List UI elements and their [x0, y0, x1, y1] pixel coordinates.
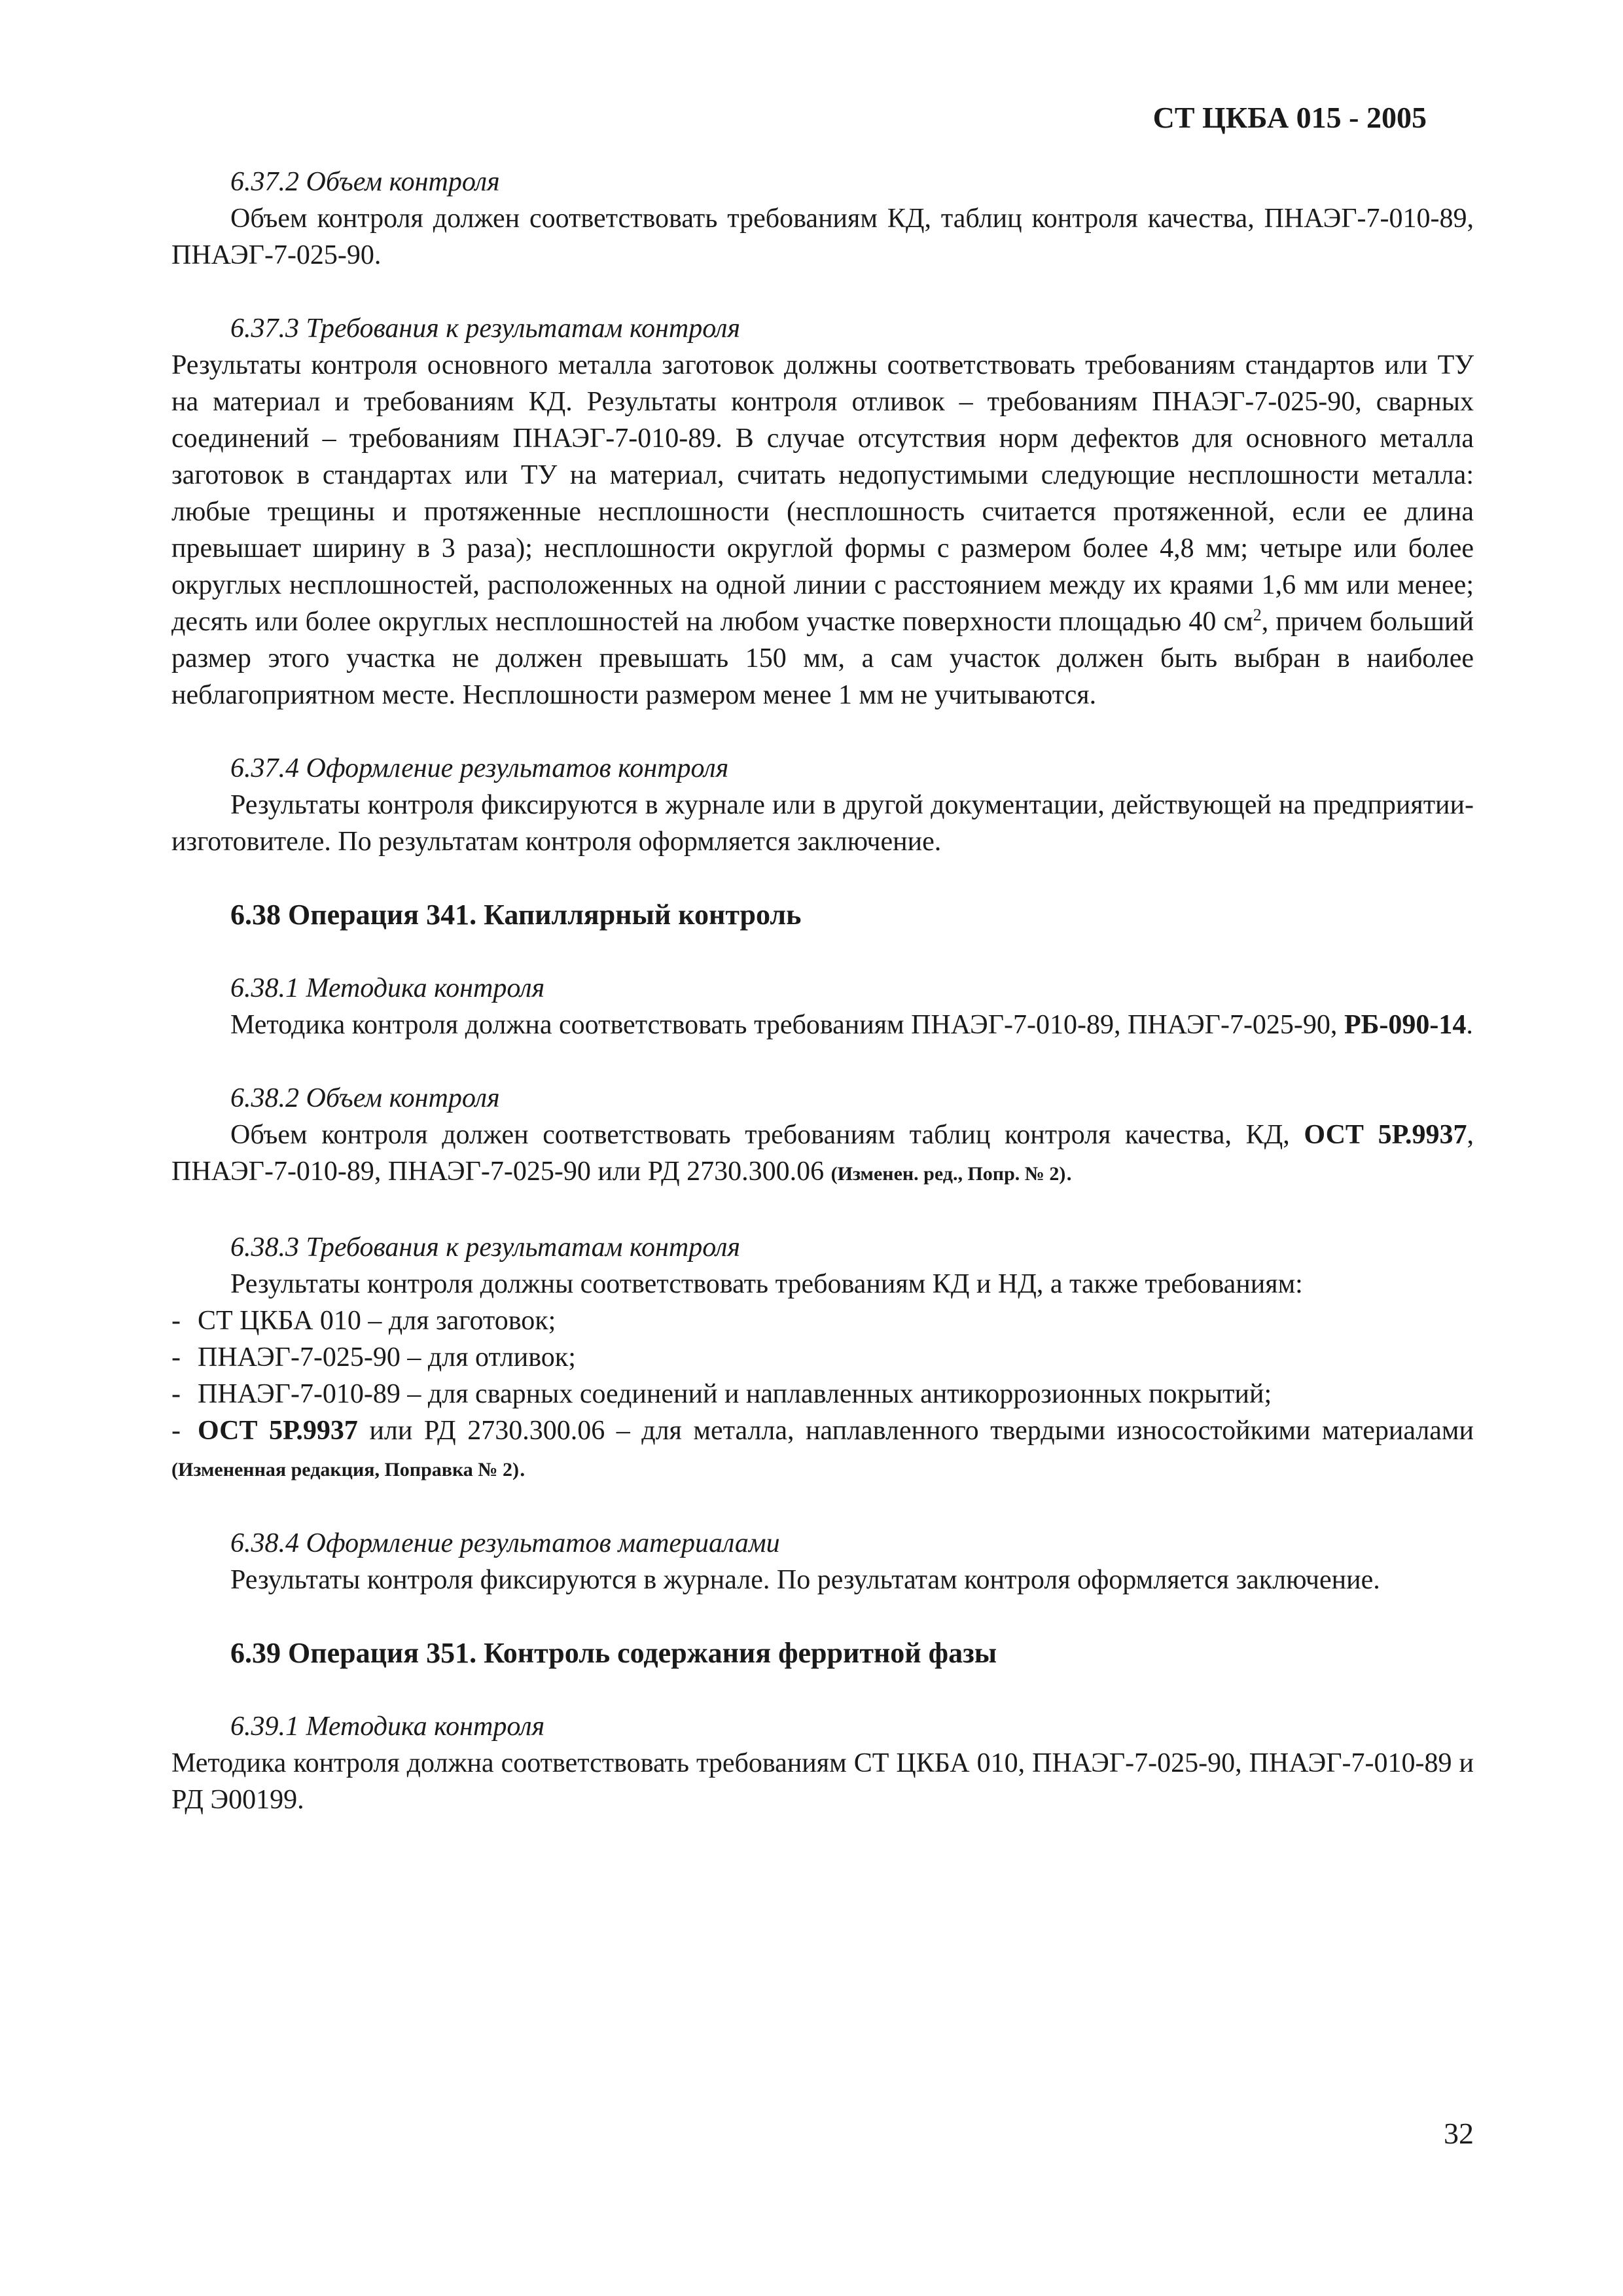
- section-paragraph: Объем контроля должен соответствовать требованиям КД, таблиц контроля качества, ПНАЭГ-7-010-89, ПНАЭГ-7-025-90.: [171, 204, 1474, 270]
- document-body: [171, 164, 1474, 1855]
- paragraph-text: Объем контроля должен соответствовать требованиям таблиц контроля качества, КД,: [230, 1120, 1304, 1150]
- section-paragraph: Результаты контроля фиксируются в журнале или в другой документации, действующей на предприятии-изготовителе. По результатам контроля оформляется заключение.: [171, 790, 1474, 857]
- bold-reference: РБ-090-14: [1344, 1010, 1467, 1040]
- section-6-37-3: [171, 310, 1474, 713]
- section-title: 6.38.4 Оформление результатов материалами: [230, 1528, 780, 1558]
- revision-note: (Изменен. ред., Попр. № 2): [830, 1163, 1066, 1185]
- paragraph-text: .: [1065, 1157, 1073, 1187]
- paragraph-text: .: [1466, 1010, 1473, 1040]
- section-6-38-3: [171, 1229, 1474, 1488]
- operation-heading-6-39: 6.39 Операция 351. Контроль содержания ферритной фазы: [230, 1637, 997, 1669]
- section-6-39-1: [171, 1708, 1474, 1818]
- list-item: [171, 1412, 1474, 1488]
- section-6-37-2: [171, 164, 1474, 274]
- requirements-list: [171, 1302, 1474, 1488]
- section-6-38-2: [171, 1080, 1474, 1193]
- list-item-text: ПНАЭГ-7-025-90 – для отливок;: [198, 1342, 576, 1372]
- section-title: 6.37.4 Оформление результатов контроля: [230, 753, 729, 783]
- bold-reference: ОСТ 5Р.9937: [198, 1416, 358, 1446]
- list-item: [171, 1376, 1474, 1412]
- list-item: [171, 1302, 1474, 1339]
- dash-marker: -: [171, 1416, 181, 1446]
- bold-reference: ОСТ 5Р.9937: [1304, 1120, 1467, 1150]
- section-paragraph: [171, 1117, 1474, 1193]
- paragraph-text: , причем больший размер этого участка не должен превышать 150 мм, а сам участок должен быть выбран в наиболее неблагоприятном месте. Несплошности размером менее 1 мм не учитываются.: [171, 607, 1474, 710]
- section-title: 6.38.1 Методика контроля: [230, 973, 545, 1003]
- section-paragraph: Методика контроля должна соответствовать требованиям СТ ЦКБА 010, ПНАЭГ-7-025-90, ПНАЭГ-7-010-89 и РД Э00199.: [171, 1748, 1474, 1815]
- dash-marker: -: [171, 1342, 181, 1372]
- page-number: 32: [1444, 2117, 1474, 2150]
- revision-note: (Измененная редакция, Поправка № 2): [171, 1459, 519, 1480]
- operation-heading-6-38: 6.38 Операция 341. Капиллярный контроль: [230, 899, 802, 931]
- section-paragraph: [171, 347, 1474, 713]
- document-code-header: СТ ЦКБА 015 - 2005: [1152, 101, 1427, 134]
- section-title: 6.38.3 Требования к результатам контроля: [230, 1232, 740, 1263]
- paragraph-text: Методика контроля должна соответствовать требованиям ПНАЭГ-7-010-89, ПНАЭГ-7-025-90,: [230, 1010, 1344, 1040]
- list-item-text: ПНАЭГ-7-010-89 – для сварных соединений и наплавленных антикоррозионных покрытий;: [198, 1379, 1272, 1409]
- superscript: 2: [1253, 605, 1262, 624]
- section-paragraph: [171, 1007, 1474, 1043]
- paragraph-text: , ПНАЭГ-7-010-89, ПНАЭГ-7-025-90 или РД 2730.300.06: [171, 1120, 1474, 1187]
- list-item-text: СТ ЦКБА 010 – для заготовок;: [198, 1306, 556, 1336]
- list-item: [171, 1339, 1474, 1376]
- section-title: 6.38.2 Объем контроля: [230, 1083, 500, 1113]
- section-title: 6.37.3 Требования к результатам контроля: [230, 314, 740, 344]
- section-6-37-4: [171, 750, 1474, 860]
- dash-marker: -: [171, 1306, 181, 1336]
- section-6-38-1: [171, 970, 1474, 1043]
- list-item-text: .: [518, 1452, 526, 1482]
- dash-marker: -: [171, 1379, 181, 1409]
- section-6-38-4: [171, 1525, 1474, 1598]
- section-paragraph: Результаты контроля должны соответствовать требованиям КД и НД, а также требованиям:: [230, 1269, 1303, 1299]
- list-item-text: или РД 2730.300.06 – для металла, наплавленного твердыми износостойкими материалами: [357, 1416, 1474, 1446]
- section-paragraph: Результаты контроля фиксируются в журнале. По результатам контроля оформляется заключение.: [230, 1565, 1380, 1595]
- section-title: 6.37.2 Объем контроля: [230, 167, 500, 197]
- section-title: 6.39.1 Методика контроля: [230, 1712, 545, 1742]
- paragraph-text: Результаты контроля основного металла заготовок должны соответствовать требованиям стандартов или ТУ на материал и требованиям КД. Результаты контроля отливок – требованиям ПНАЭГ-7-025-90, сварных соединений – требованиям ПНАЭГ-7-010-89. В случае отсутствия норм дефектов для основного металла заготовок в стандартах или ТУ на материал, считать недопустимыми следующие несплошности металла: любые трещины и протяженные несплошности (несплошность считается протяженной, если ее длина превышает ширину в 3 раза); несплошности округлой формы с размером более 4,8 мм; четыре или более округлых несплошностей, расположенных на одной линии с расстоянием между их краями 1,6 мм или менее; десять или более округлых несплошностей на любом участке поверхности площадью 40 см: [171, 350, 1474, 637]
